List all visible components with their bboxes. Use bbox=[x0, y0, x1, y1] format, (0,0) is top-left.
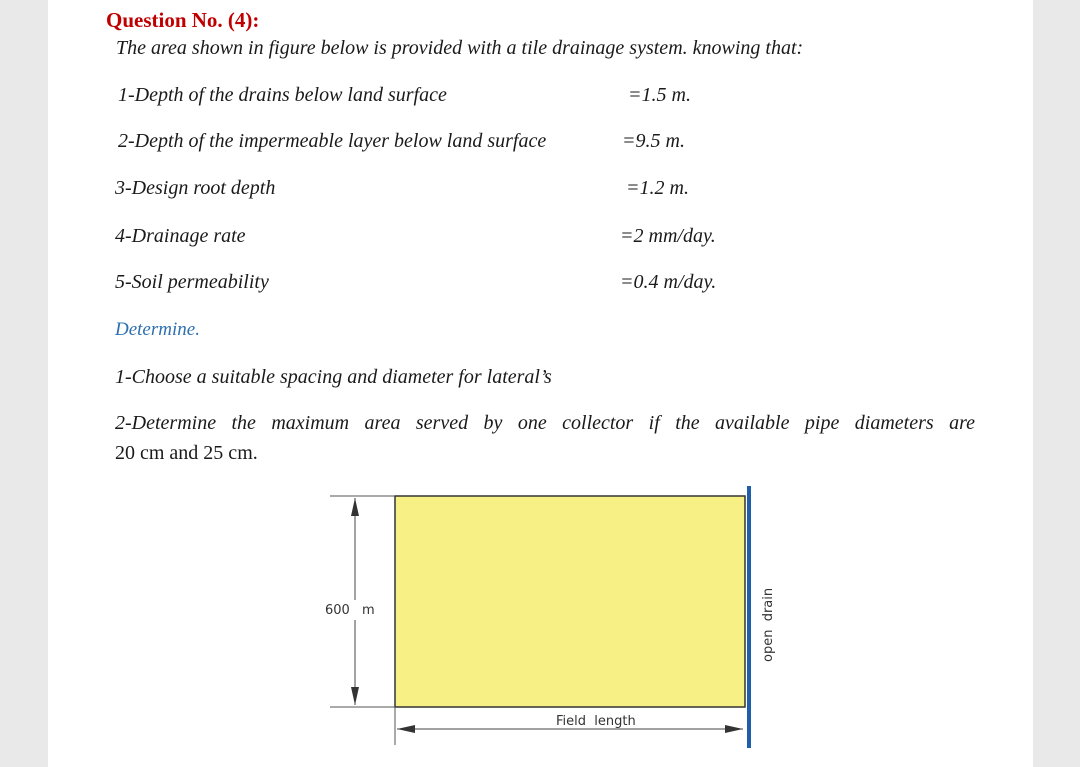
determine-heading: Determine. bbox=[115, 319, 200, 340]
length-arrow-left bbox=[397, 725, 415, 733]
given-value-2: =9.5 m. bbox=[622, 130, 685, 152]
given-label-5: 5-Soil permeability bbox=[115, 271, 269, 293]
given-value-4: =2 mm/day. bbox=[620, 225, 716, 247]
given-value-3: =1.2 m. bbox=[626, 177, 689, 199]
given-label-4: 4-Drainage rate bbox=[115, 225, 246, 247]
task-1: 1-Choose a suitable spacing and diameter for lateral’s bbox=[115, 366, 552, 388]
given-value-1: =1.5 m. bbox=[628, 84, 691, 106]
height-arrow-bottom bbox=[351, 687, 359, 705]
given-label-2: 2-Depth of the impermeable layer below land surface bbox=[118, 130, 547, 152]
length-arrow-right bbox=[725, 725, 743, 733]
task-2: 2-Determine the maximum area served by one collector if the available pipe diameters are bbox=[115, 412, 975, 434]
height-value-label: 600 bbox=[325, 603, 350, 618]
field-length-label: Field length bbox=[556, 714, 636, 729]
height-unit-label: m bbox=[362, 603, 375, 618]
given-value-5: =0.4 m/day. bbox=[620, 271, 717, 293]
question-intro: The area shown in figure below is provided with a tile drainage system. knowing that: bbox=[116, 37, 804, 59]
question-title: Question No. (4): bbox=[106, 8, 260, 32]
given-label-3: 3-Design root depth bbox=[115, 177, 276, 199]
open-drain-label: open drain bbox=[761, 587, 776, 662]
given-label-1: 1-Depth of the drains below land surface bbox=[118, 84, 447, 106]
height-arrow-top bbox=[351, 498, 359, 516]
task-2-continuation: 20 cm and 25 cm. bbox=[115, 442, 258, 464]
field-area bbox=[395, 496, 745, 707]
